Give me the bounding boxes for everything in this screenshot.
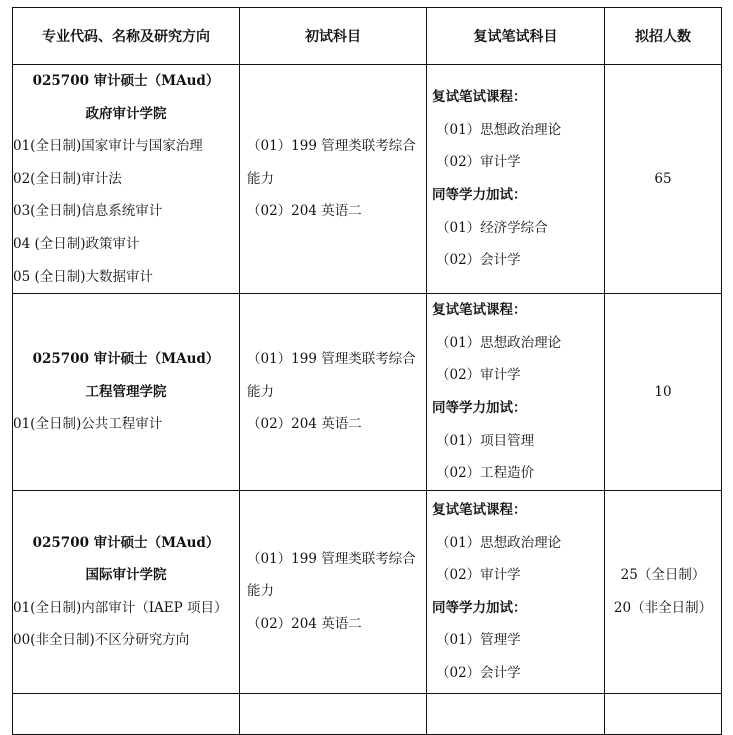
header-retest-subjects: 复试笔试科目: [427, 8, 605, 65]
quota-cell: [605, 65, 722, 294]
retest-subjects-cell: [427, 65, 605, 294]
admission-table: [12, 7, 722, 735]
research-direction: 02(全日制)审计法: [13, 170, 122, 187]
research-direction: 00(非全日制)不区分研究方向: [13, 632, 190, 649]
initial-subject-cont: 能力: [247, 383, 274, 400]
retest-subjects-cell: [427, 490, 605, 693]
initial-subject: （01）199 管理类联考综合: [247, 138, 416, 155]
extra-test-item: （01）项目管理: [436, 432, 535, 449]
retest-item: （02）审计学: [436, 154, 521, 171]
extra-test-item: （01）经济学综合: [436, 219, 548, 236]
empty-cell: [427, 693, 605, 734]
extra-test-header: 同等学力加试：: [432, 187, 527, 204]
initial-subject: （02）204 英语二: [247, 203, 362, 220]
empty-cell: [13, 693, 240, 734]
retest-item: （01）思想政治理论: [436, 534, 562, 551]
quota-value: 20（非全日制）: [613, 599, 713, 616]
extra-test-item: （02）会计学: [436, 664, 521, 681]
major-title: 025700 审计硕士（MAud）: [32, 73, 220, 89]
empty-cell: [240, 693, 427, 734]
table-row-partial: [13, 693, 722, 734]
initial-subjects-cell: [240, 294, 427, 491]
research-direction: 01(全日制)内部审计（IAEP 项目）: [13, 599, 228, 616]
retest-item: （01）思想政治理论: [436, 121, 562, 138]
school-name: 工程管理学院: [85, 383, 167, 400]
major-cell: [13, 65, 240, 294]
retest-header: 复试笔试课程：: [432, 89, 527, 106]
quota-value: 25（全日制）: [620, 567, 706, 584]
initial-subject: （01）199 管理类联考综合: [247, 550, 416, 567]
table-header-row: [13, 8, 722, 65]
retest-item: （02）审计学: [436, 367, 521, 384]
initial-subjects-cell: [240, 490, 427, 693]
extra-test-item: （02）工程造价: [436, 465, 535, 482]
research-direction: 05 (全日制)大数据审计: [13, 268, 154, 285]
initial-subject-cont: 能力: [247, 170, 274, 187]
extra-test-item: （02）会计学: [436, 252, 521, 269]
major-title: 025700 审计硕士（MAud）: [32, 351, 220, 368]
quota-value: 65: [654, 170, 672, 187]
research-direction: 01(全日制)国家审计与国家治理: [13, 138, 203, 155]
extra-test-header: 同等学力加试：: [432, 599, 527, 616]
retest-header: 复试笔试课程：: [432, 501, 527, 518]
initial-subject: （01）199 管理类联考综合: [247, 351, 416, 368]
retest-subjects-cell: [427, 294, 605, 491]
table-row: [13, 294, 722, 491]
table-row: [13, 490, 722, 693]
major-title: 025700 审计硕士（MAud）: [32, 534, 220, 551]
research-direction: 03(全日制)信息系统审计: [13, 203, 163, 220]
retest-header: 复试笔试课程：: [432, 302, 527, 319]
header-initial-subjects: 初试科目: [240, 8, 427, 65]
header-quota: 拟招人数: [605, 8, 722, 65]
quota-cell: [605, 294, 722, 491]
extra-test-item: （01）管理学: [436, 632, 521, 649]
research-direction: 04 (全日制)政策审计: [13, 235, 140, 252]
initial-subject: （02）204 英语二: [247, 616, 362, 633]
initial-subject-cont: 能力: [247, 583, 274, 600]
research-direction: 01(全日制)公共工程审计: [13, 416, 163, 433]
major-cell: [13, 490, 240, 693]
school-name: 国际审计学院: [85, 567, 167, 584]
initial-subjects-cell: [240, 65, 427, 294]
header-major: 专业代码、名称及研究方向: [13, 8, 240, 65]
empty-cell: [605, 693, 722, 734]
major-cell: [13, 294, 240, 491]
table-row: [13, 65, 722, 294]
quota-cell: [605, 490, 722, 693]
retest-item: （02）审计学: [436, 567, 521, 584]
retest-item: （01）思想政治理论: [436, 334, 562, 351]
initial-subject: （02）204 英语二: [247, 416, 362, 433]
school-name: 政府审计学院: [85, 105, 167, 122]
extra-test-header: 同等学力加试：: [432, 399, 527, 416]
quota-value: 10: [654, 383, 672, 400]
